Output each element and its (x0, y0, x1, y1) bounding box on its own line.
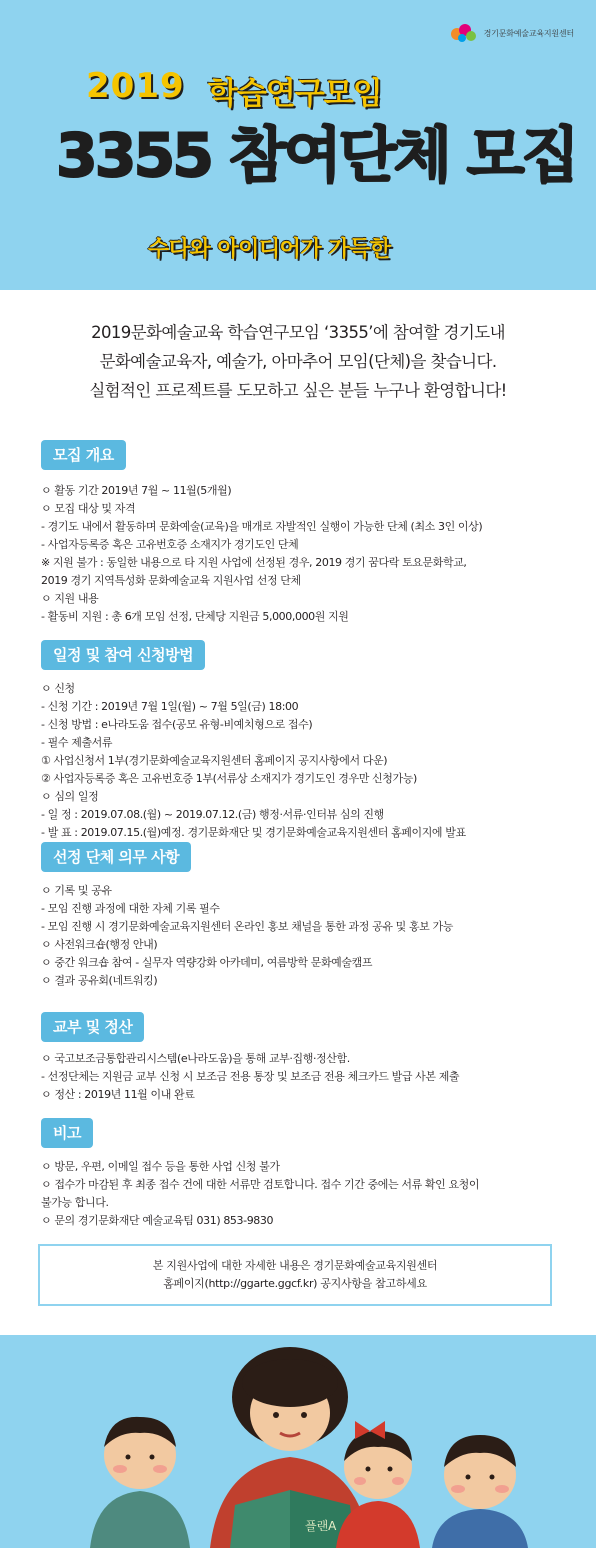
section-body-remarks (41, 1158, 479, 1230)
section-body-obligations (41, 882, 453, 990)
body-line: - 경기도 내에서 활동하며 문화예술(교육)을 매개로 자발적인 실행이 가능한 단체 (최소 3인 이상) (41, 520, 483, 533)
body-line: ② 사업자등록증 혹은 고유번호증 1부(서류상 소재지가 경기도인 경우만 신청가능) (41, 772, 417, 785)
org-name: 경기문화예술교육지원센터 (483, 28, 574, 38)
section-body-recruit-overview (41, 482, 482, 626)
book-label: 플랜A (305, 1519, 337, 1533)
section-body-grant-settlement (41, 1050, 459, 1104)
body-line: ㅇ 중간 워크숍 참여 - 실무자 역량강화 아카데미, 여름방학 문화예술캠프 (41, 956, 373, 969)
body-line: ※ 지원 불가 : 동일한 내용으로 타 지원 사업에 선정된 경우, 2019 경기 꿈다락 토요문화학교, (41, 556, 467, 569)
body-line: ① 사업신청서 1부(경기문화예술교육지원센터 홈페이지 공지사항에서 다운) (41, 754, 388, 767)
body-line: ㅇ 활동 기간 2019년 7월 ~ 11월(5개월) (41, 484, 232, 497)
body-line: - 신청 기간 : 2019년 7월 1일(월) ~ 7월 5일(금) 18:00 (41, 700, 299, 713)
body-line: - 일 정 : 2019.07.08.(월) ~ 2019.07.12.(금) 행정·서류·인터뷰 심의 진행 (41, 808, 384, 821)
body-line: ㅇ 정산 : 2019년 11월 이내 완료 (41, 1088, 195, 1101)
org-logo (450, 22, 574, 44)
info-line: 본 지원사업에 대한 자세한 내용은 경기문화예술교육지원센터 (152, 1259, 438, 1272)
body-line: - 모임 진행 시 경기문화예술교육지원센터 온라인 홍보 채널을 통한 과정 공유 및 홍보 가능 (41, 920, 453, 933)
intro-text (0, 318, 596, 405)
body-line: - 사업자등록증 혹은 고유번호증 소재지가 경기도인 단체 (41, 538, 299, 551)
body-line: ㅇ 사전워크숍(행정 안내) (41, 938, 158, 951)
section-title-remarks: 비고 (41, 1118, 93, 1148)
body-line: ㅇ 모집 대상 및 자격 (41, 502, 136, 515)
body-line: ㅇ 국고보조금통합관리시스템(e나라도움)을 통해 교부·집행·정산함. (41, 1052, 350, 1065)
body-line: - 발 표 : 2019.07.15.(월)예정. 경기문화재단 및 경기문화예술교육지원센터 홈페이지에 발표 (41, 826, 466, 839)
info-box (38, 1244, 552, 1306)
body-line: - 신청 방법 : e나라도움 접수(공모 유형-비예치형으로 접수) (41, 718, 313, 731)
body-line: ㅇ 문의 경기문화재단 예술교육팀 031) 853-9830 (41, 1214, 274, 1227)
body-line: ㅇ 접수가 마감된 후 최종 접수 건에 대한 서류만 검토합니다. 접수 기간 중에는 서류 확인 요청이 (41, 1178, 480, 1191)
body-line: ㅇ 결과 공유회(네트워킹) (41, 974, 158, 987)
intro-line: 문화예술교육자, 예술가, 아마추어 모임(단체)을 찾습니다. (99, 352, 497, 371)
section-body-schedule-application (41, 680, 466, 842)
body-line: 2019 경기 지역특성화 문화예술교육 지원사업 선정 단체 (41, 574, 301, 587)
info-line: 홈페이지(http://ggarte.ggcf.kr) 공지사항을 참고하세요 (163, 1277, 427, 1290)
body-line: ㅇ 기록 및 공유 (41, 884, 112, 897)
header-subtitle: 학습연구모임 (208, 76, 382, 112)
section-title-grant-settlement: 교부 및 정산 (41, 1012, 144, 1042)
illustration-teacher-and-children (0, 1335, 596, 1548)
section-title-obligations: 선정 단체 의무 사항 (41, 842, 191, 872)
body-line: ㅇ 신청 (41, 682, 75, 695)
body-line: ㅇ 지원 내용 (41, 592, 99, 605)
intro-line: 2019문화예술교육 학습연구모임 ‘3355’에 참여할 경기도내 (91, 323, 505, 342)
body-line: 불가능 합니다. (41, 1196, 109, 1209)
body-line: ㅇ 방문, 우편, 이메일 접수 등을 통한 사업 신청 불가 (41, 1160, 280, 1173)
body-line: ㅇ 심의 일정 (41, 790, 99, 803)
intro-line: 실험적인 프로젝트를 도모하고 싶은 분들 누구나 환영합니다! (89, 381, 507, 400)
body-line: - 필수 제출서류 (41, 736, 113, 749)
org-logo-icon (450, 22, 478, 44)
section-title-recruit-overview: 모집 개요 (41, 440, 126, 470)
body-line: - 선정단체는 지원금 교부 신청 시 보조금 전용 통장 및 보조금 전용 체크카드 발급 사본 제출 (41, 1070, 460, 1083)
section-title-schedule-application: 일정 및 참여 신청방법 (41, 640, 205, 670)
illustration-art (0, 1335, 596, 1548)
body-line: - 모임 진행 과정에 대한 자체 기록 필수 (41, 902, 220, 915)
page-title: 3355 참여단체 모집 (56, 121, 577, 191)
header-banner (0, 0, 596, 290)
header-year: 2019 (86, 66, 185, 106)
header-tagline: 수다와 아이디어가 가득한 (148, 237, 391, 262)
body-line: - 활동비 지원 : 총 6개 모임 선정, 단체당 지원금 5,000,000원 지원 (41, 610, 349, 623)
